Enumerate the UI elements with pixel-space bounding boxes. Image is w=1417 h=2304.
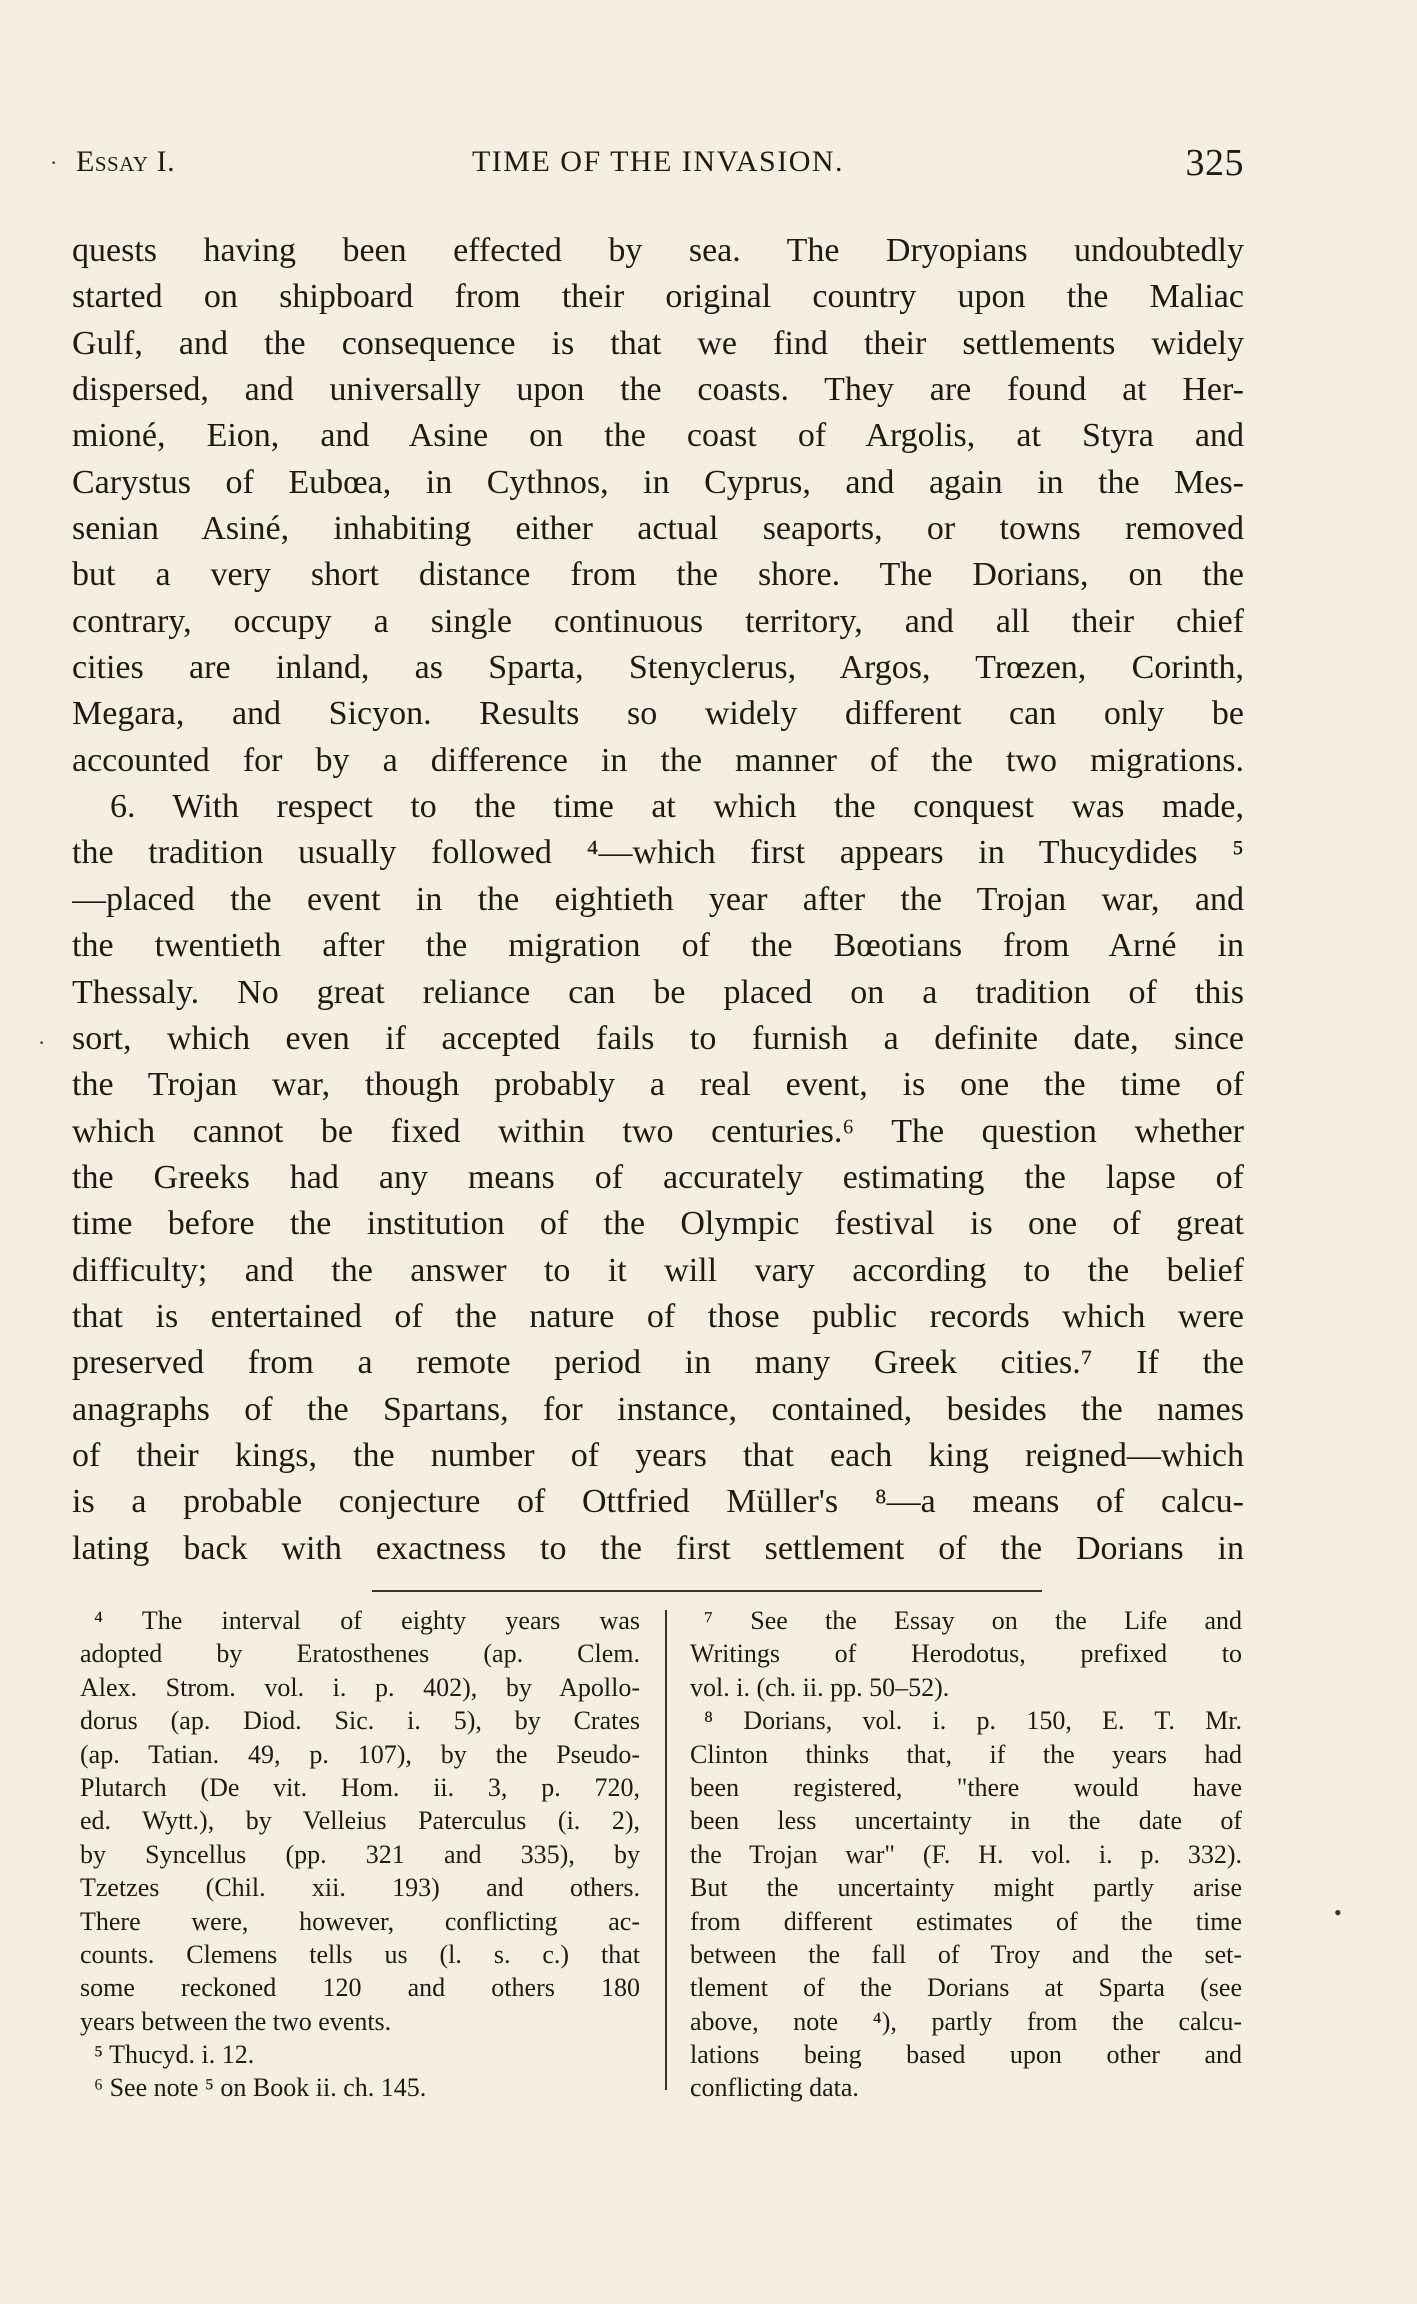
footnote-line: tlement of the Dorians at Sparta (see — [690, 1973, 1242, 2003]
body-line: 6. With respect to the time at which the conquest was made, — [110, 788, 1244, 826]
footnote-column-divider — [665, 1610, 667, 2090]
footnote-line: conflicting data. — [690, 2073, 859, 2103]
body-line: the twentieth after the migration of the Bœotians from Arné in — [72, 927, 1244, 965]
body-line: Carystus of Eubœa, in Cythnos, in Cyprus, and again in the Mes- — [72, 463, 1244, 501]
footnote-line: adopted by Eratosthenes (ap. Clem. — [80, 1639, 640, 1669]
body-line: dispersed, and universally upon the coasts. They are found at Her- — [72, 371, 1244, 409]
body-line: the tradition usually followed ⁴—which first appears in Thucydides ⁵ — [72, 834, 1244, 872]
footnote-line: years between the two events. — [80, 2006, 392, 2036]
body-line: that is entertained of the nature of those public records which were — [72, 1297, 1244, 1335]
body-line: senian Asiné, inhabiting either actual seaports, or towns removed — [72, 510, 1244, 548]
body-line: anagraphs of the Spartans, for instance, contained, besides the names — [72, 1390, 1244, 1428]
body-line: —placed the event in the eightieth year after the Trojan war, and — [72, 880, 1244, 918]
body-line: but a very short distance from the shore. The Dorians, on the — [72, 556, 1244, 594]
footnote-line: above, note ⁴), partly from the calcu- — [690, 2006, 1242, 2036]
body-line: lating back with exactness to the first settlement of the Dorians in — [72, 1529, 1244, 1567]
body-line: which cannot be fixed within two centuries.⁶ The question whether — [72, 1112, 1244, 1150]
footnote-line: ed. Wytt.), by Velleius Paterculus (i. 2), — [80, 1806, 640, 1836]
footnote-line: Writings of Herodotus, prefixed to — [690, 1639, 1242, 1669]
body-line: mioné, Eion, and Asine on the coast of Argolis, at Styra and — [72, 417, 1244, 455]
body-text — [72, 228, 1244, 1572]
body-line: time before the institution of the Olympic festival is one of great — [72, 1205, 1244, 1243]
body-line: started on shipboard from their original country upon the Maliac — [72, 278, 1244, 316]
footnote-line: Alex. Strom. vol. i. p. 402), by Apollo- — [80, 1672, 640, 1702]
body-line: sort, which even if accepted fails to furnish a definite date, since — [72, 1019, 1244, 1057]
running-head — [72, 142, 1244, 185]
footnote-line: some reckoned 120 and others 180 — [80, 1973, 640, 2003]
footnote-line: vol. i. (ch. ii. pp. 50–52). — [690, 1672, 950, 1702]
running-head-title: TIME OF THE INVASION. — [471, 145, 845, 178]
footnote-line: from different estimates of the time — [690, 1906, 1242, 1936]
footnote-line: ⁴ The interval of eighty years was — [94, 1606, 640, 1635]
page-number: 325 — [1185, 142, 1244, 184]
body-line: the Greeks had any means of accurately estimating the lapse of — [72, 1158, 1244, 1196]
body-line: Thessaly. No great reliance can be placed on a tradition of this — [72, 973, 1244, 1011]
footnote-line: between the fall of Troy and the set- — [690, 1939, 1242, 1969]
body-line: of their kings, the number of years that each king reigned—which — [72, 1436, 1244, 1474]
body-line: Gulf, and the consequence is that we find their settlements widely — [72, 324, 1244, 362]
footnotes-right-column — [690, 1604, 1242, 2105]
footnotes-left-column — [80, 1604, 640, 2105]
footnote-line: But the uncertainty might partly arise — [690, 1873, 1242, 1903]
footnote-line: the Trojan war" (F. H. vol. i. p. 332). — [690, 1839, 1242, 1869]
margin-dot: · — [50, 150, 58, 175]
body-line: cities are inland, as Sparta, Stenyclerus, Argos, Trœzen, Corinth, — [72, 649, 1244, 687]
footnote-line: been less uncertainty in the date of — [690, 1806, 1242, 1836]
footnote-line: Tzetzes (Chil. xii. 193) and others. — [80, 1873, 640, 1903]
footnote-line: been registered, "there would have — [690, 1772, 1242, 1802]
footnote-line: ⁶ See note ⁵ on Book ii. ch. 145. — [94, 2073, 427, 2103]
footnote-line: dorus (ap. Diod. Sic. i. 5), by Crates — [80, 1706, 640, 1736]
body-line: contrary, occupy a single continuous territory, and all their chief — [72, 602, 1244, 640]
footnote-line: ⁷ See the Essay on the Life and — [704, 1606, 1242, 1635]
footnote-line: Clinton thinks that, if the years had — [690, 1739, 1242, 1769]
running-head-essay: Essay I. — [76, 145, 176, 178]
body-line: the Trojan war, though probably a real event, is one the time of — [72, 1066, 1244, 1104]
footnote-line: (ap. Tatian. 49, p. 107), by the Pseudo- — [80, 1739, 640, 1769]
body-line: difficulty; and the answer to it will vary according to the belief — [72, 1251, 1244, 1289]
footnote-line: ⁸ Dorians, vol. i. p. 150, E. T. Mr. — [704, 1706, 1242, 1736]
footnote-line: by Syncellus (pp. 321 and 335), by — [80, 1839, 640, 1869]
body-line: preserved from a remote period in many Greek cities.⁷ If the — [72, 1344, 1244, 1382]
footnote-line: counts. Clemens tells us (l. s. c.) that — [80, 1939, 640, 1969]
margin-dot: · — [38, 1030, 46, 1055]
margin-dot: • — [1334, 1900, 1342, 1925]
body-line: accounted for by a difference in the manner of the two migrations. — [72, 741, 1244, 779]
body-line: quests having been effected by sea. The Dryopians undoubtedly — [72, 232, 1244, 269]
body-line: Megara, and Sicyon. Results so widely different can only be — [72, 695, 1244, 733]
body-line: is a probable conjecture of Ottfried Müller's ⁸—a means of calcu- — [72, 1483, 1244, 1521]
footnote-line: Plutarch (De vit. Hom. ii. 3, p. 720, — [80, 1772, 640, 1802]
footnote-line: lations being based upon other and — [690, 2040, 1242, 2070]
footnote-rule — [372, 1590, 1042, 1592]
footnote-line: There were, however, conflicting ac- — [80, 1906, 640, 1936]
footnote-line: ⁵ Thucyd. i. 12. — [94, 2040, 255, 2070]
